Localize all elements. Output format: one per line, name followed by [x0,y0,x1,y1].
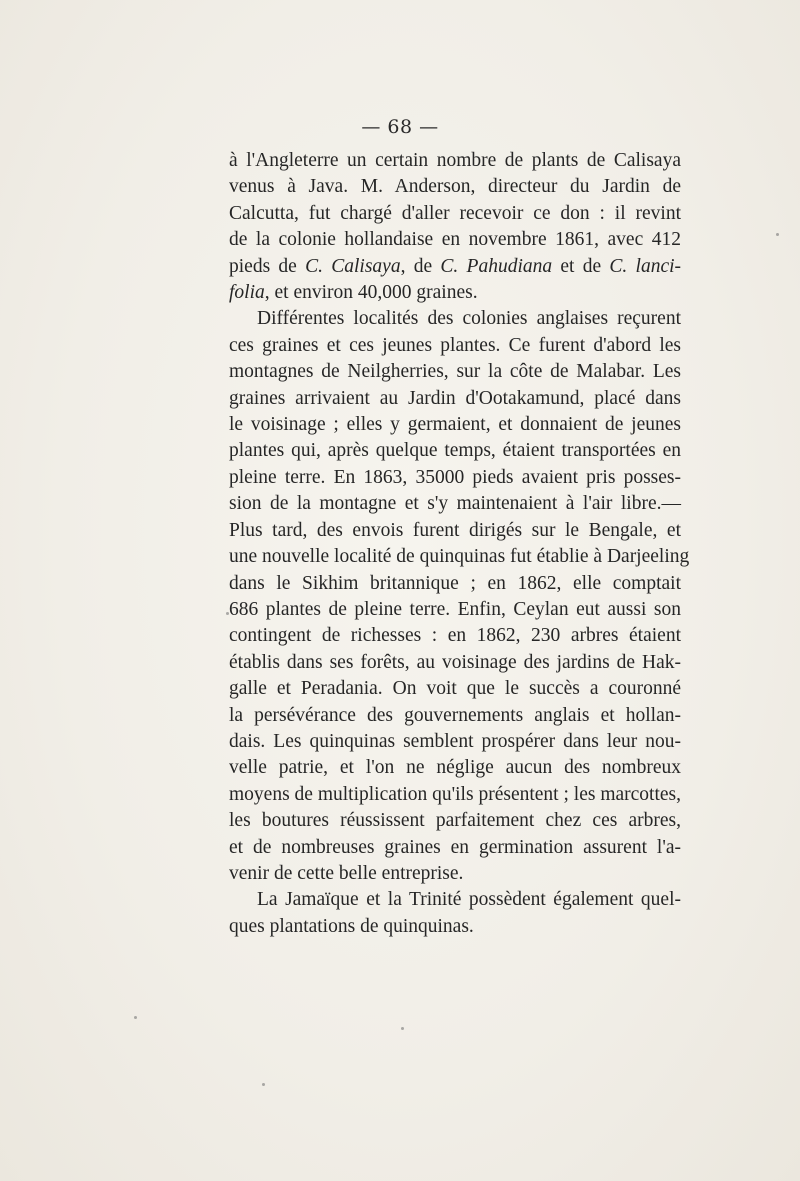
text-line: La Jamaïque et la Trinité possèdent également quel- [257,889,681,911]
paragraph-1 [229,148,681,306]
text-line: plantes qui, après quelque temps, étaient transportées en [229,440,681,462]
text-run: et de [552,255,610,277]
paper-speck [776,233,779,236]
text-line: Plus tard, des envois furent dirigés sur le Bengale, et [229,519,681,541]
paper-speck [401,1027,404,1030]
text-line: de la colonie hollandaise en novembre 1861, avec 412 [229,229,681,251]
text-run: , et environ 40,000 graines. [264,282,478,304]
text-line: contingent de richesses : en 1862, 230 arbres étaient [229,625,681,647]
text-line: moyens de multiplication qu'ils présentent ; les marcottes, [229,783,681,805]
paper-speck [226,612,229,615]
paper-speck [262,1083,265,1086]
text-run: pieds de [229,255,306,277]
paragraph-2 [229,306,690,887]
text-line: sion de la montagne et s'y maintenaient à l'air libre.— [229,493,681,515]
text-line: les boutures réussissent parfaitement chez ces arbres, [229,810,681,832]
text-line: graines arrivaient au Jardin d'Ootakamund, placé dans [229,387,681,409]
text-line: à l'Angleterre un certain nombre de plants de Calisaya [229,150,681,171]
page-number: — 68 — [361,116,439,138]
text-line: 686 plantes de pleine terre. Enfin, Ceylan eut aussi son [229,598,681,620]
text-line: galle et Peradania. On voit que le succès a couronné [229,678,681,700]
text-line [229,254,681,280]
text-line: pleine terre. En 1863, 35000 pieds avaient pris posses- [229,466,681,488]
text-line: velle patrie, et l'on ne néglige aucun des nombreux [229,757,681,779]
text-line: dans le Sikhim britannique ; en 1862, elle comptait [229,572,681,594]
text-run: , de [400,255,441,277]
species-name-lancifolia-part2: folia [229,282,265,304]
text-line: ces graines et ces jeunes plantes. Ce furent d'abord les [229,334,681,356]
paper-speck [134,1016,137,1019]
text-line: Calcutta, fut chargé d'aller recevoir ce don : il revint [229,202,681,224]
text-line: venir de cette belle entreprise. [229,862,464,884]
text-line [229,280,681,306]
species-name-pahudiana: C. Pahudiana [440,255,553,277]
text-line: Différentes localités des colonies anglaises reçurent [257,308,681,330]
text-line: et de nombreuses graines en germination assurent l'a- [229,836,681,858]
text-line: venus à Java. M. Anderson, directeur du Jardin de [229,176,681,198]
species-name-lancifolia-part1: C. lanci- [609,255,682,277]
text-line: ques plantations de quinquinas. [229,915,474,937]
text-line: une nouvelle localité de quinquinas fut établie à Darjeeling [229,546,690,568]
species-name-calisaya: C. Calisaya [305,255,401,277]
text-line: la persévérance des gouvernements anglais et hollan- [229,704,681,726]
text-line: établis dans ses forêts, au voisinage des jardins de Hak- [229,651,681,673]
paragraph-3 [229,887,681,940]
text-line: montagnes de Neilgherries, sur la côte de Malabar. Les [229,361,681,383]
page-body-text [229,148,690,940]
text-line: dais. Les quinquinas semblent prospérer dans leur nou- [229,730,681,752]
text-line: le voisinage ; elles y germaient, et donnaient de jeunes [229,414,681,436]
